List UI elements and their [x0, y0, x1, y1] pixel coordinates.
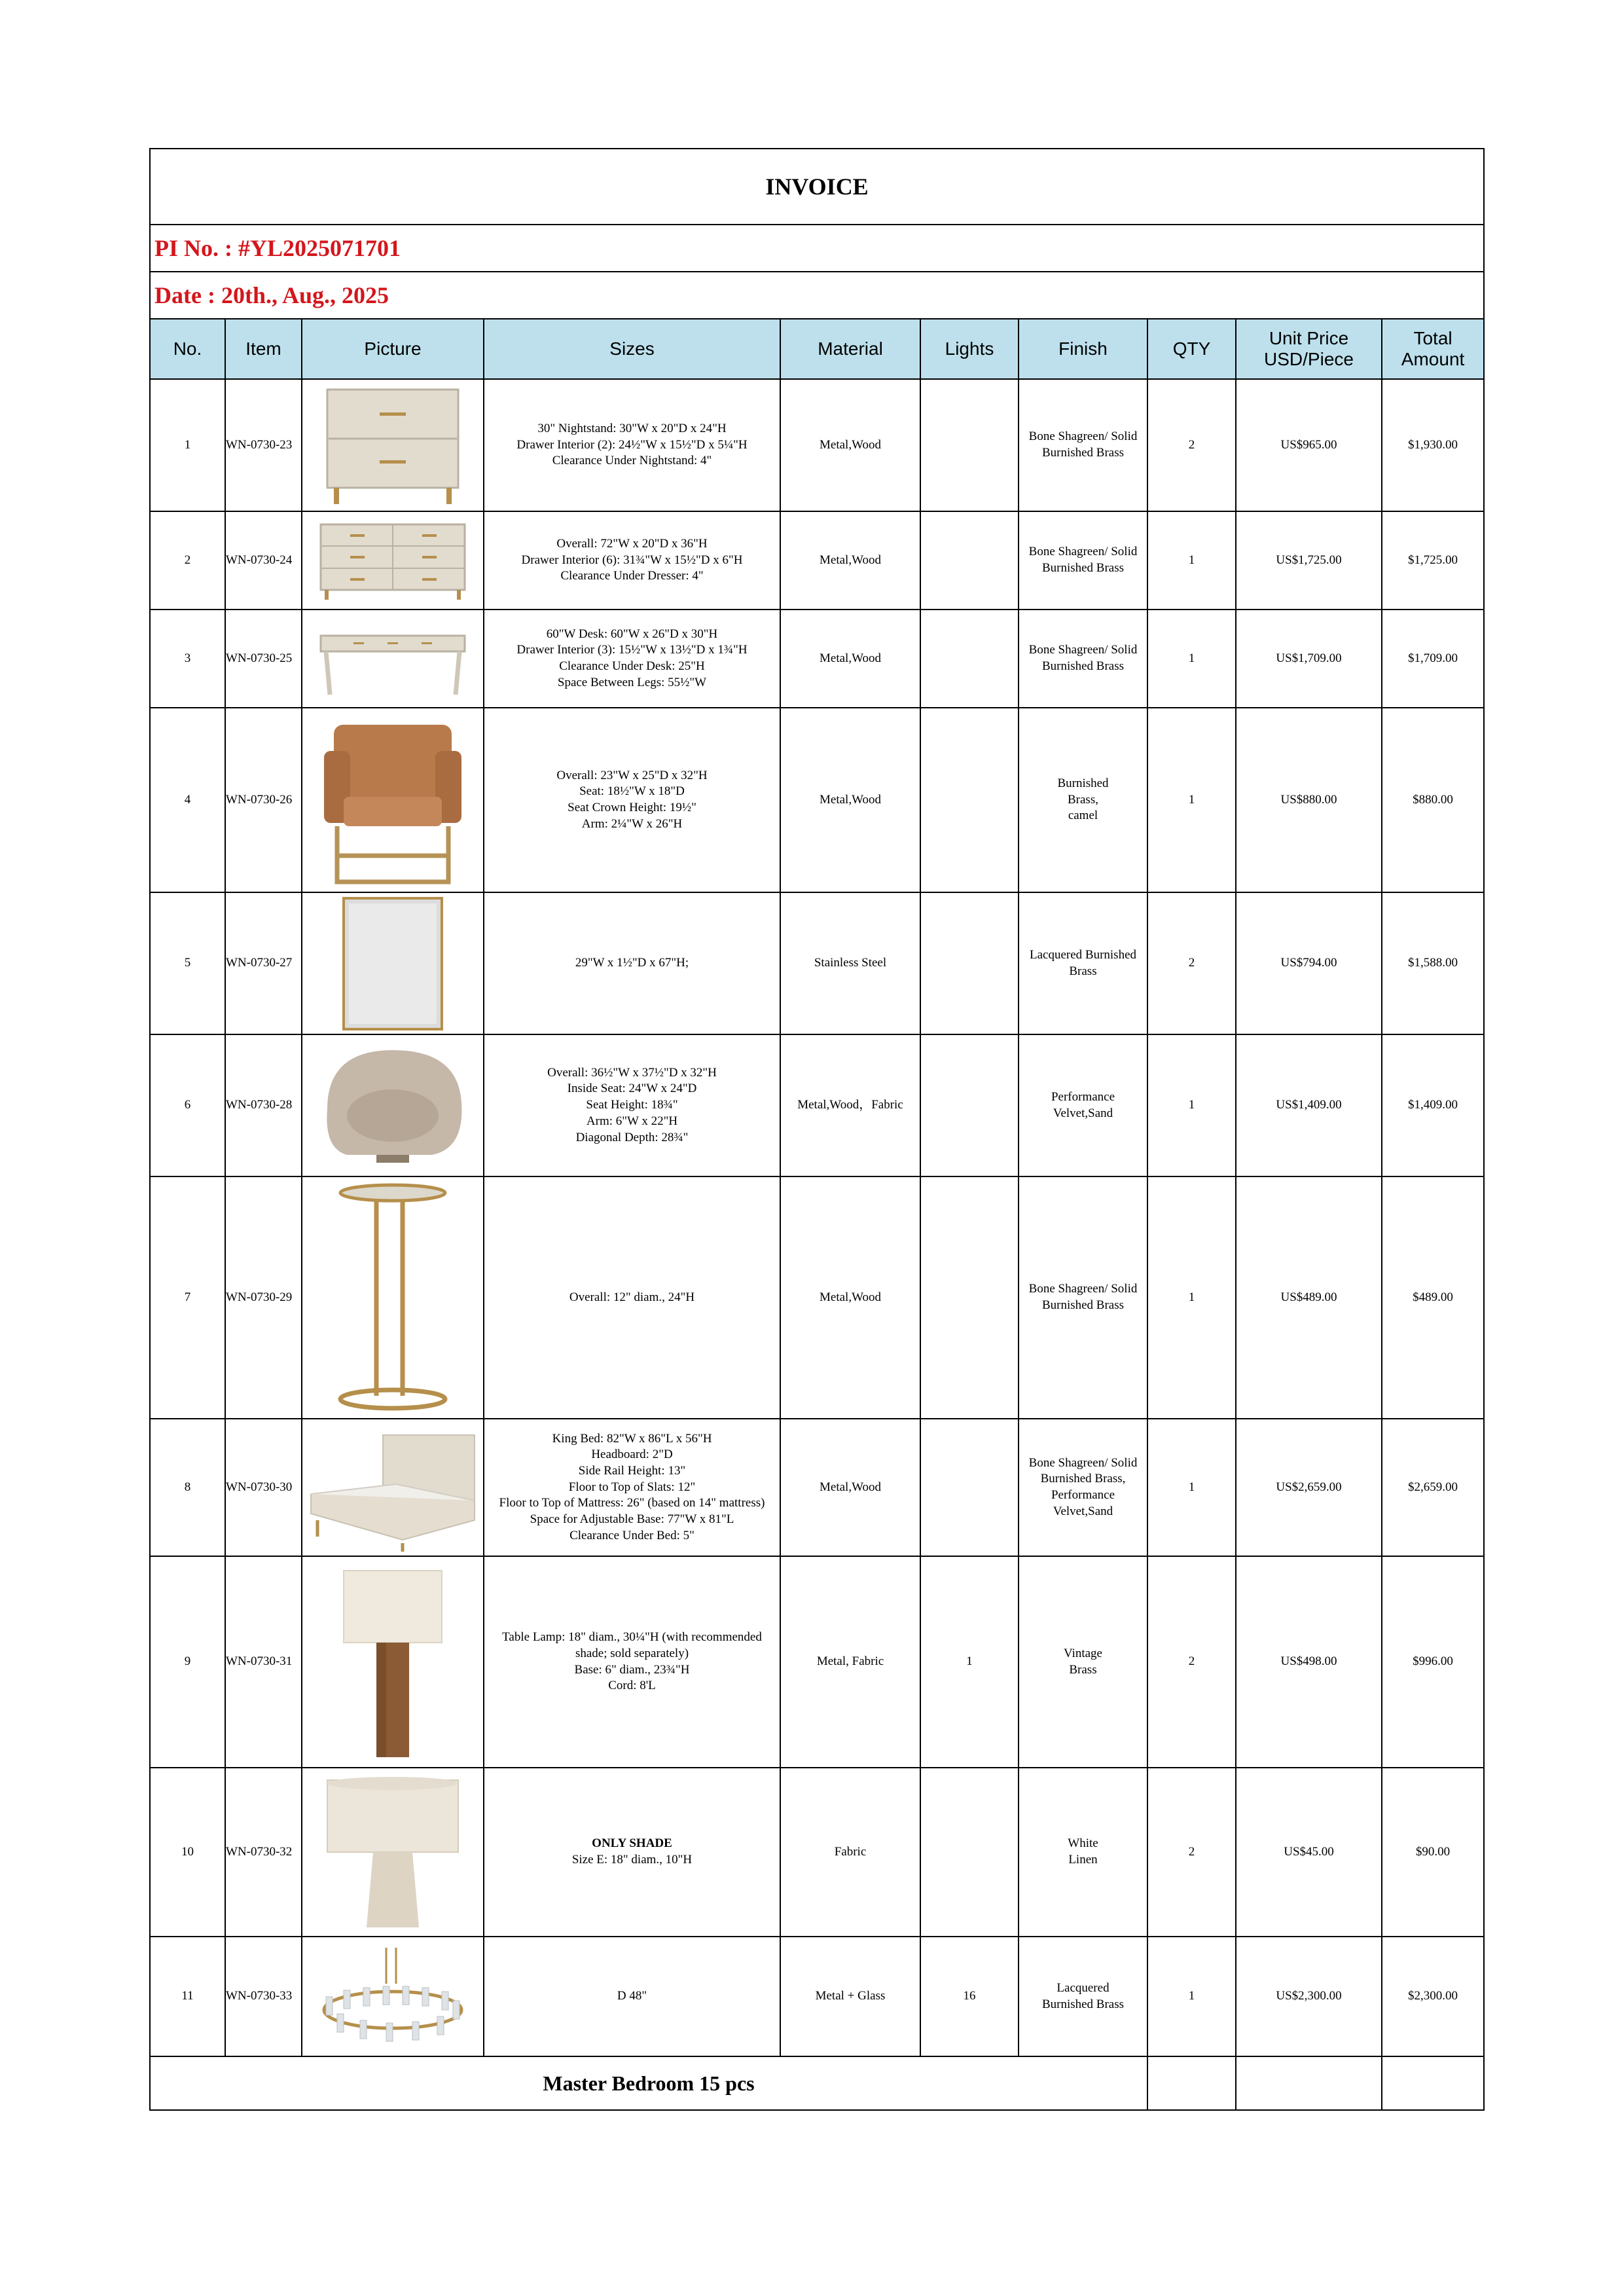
cell-lights [920, 1768, 1019, 1937]
cell-sizes [484, 1768, 780, 1937]
table-row [150, 1768, 1484, 1937]
col-header-no: No. [150, 319, 225, 379]
cell-no: 6 [150, 1034, 225, 1176]
size-line: Overall: 36½"W x 37½"D x 32"H [547, 1065, 717, 1080]
table-row [150, 379, 1484, 511]
size-line: Space for Adjustable Base: 77"W x 81"L [530, 1512, 734, 1527]
col-header-total [1382, 319, 1484, 379]
cell-total: $2,659.00 [1382, 1419, 1484, 1556]
cell-material: Metal,Wood，Fabric [780, 1034, 920, 1176]
table-row [150, 1937, 1484, 2056]
finish-line: Brass [1069, 964, 1097, 978]
cell-no: 9 [150, 1556, 225, 1768]
cell-picture [302, 1419, 484, 1556]
cell-finish [1019, 1176, 1147, 1419]
col-header-item: Item [225, 319, 302, 379]
dresser-image [302, 518, 483, 603]
table-row [150, 511, 1484, 610]
cell-no: 3 [150, 610, 225, 708]
size-line: Floor to Top of Slats: 12" [568, 1480, 696, 1494]
size-line: 60"W Desk: 60"W x 26"D x 30"H [546, 627, 718, 641]
size-line: Arm: 6"W x 22"H [586, 1114, 678, 1128]
invoice-title: INVOICE [150, 149, 1484, 225]
cell-total: $1,930.00 [1382, 379, 1484, 511]
desk-image [302, 616, 483, 701]
cell-no: 8 [150, 1419, 225, 1556]
cell-item-code: WN-0730-32 [225, 1768, 302, 1937]
cell-finish [1019, 708, 1147, 892]
cell-item-code: WN-0730-25 [225, 610, 302, 708]
finish-line: Velvet,Sand [1053, 1106, 1113, 1120]
cell-material: Metal,Wood [780, 511, 920, 610]
size-line: Headboard: 2"D [591, 1448, 673, 1462]
col-header-sizes: Sizes [484, 319, 780, 379]
finish-line: Bone Shagreen/ Solid [1028, 1282, 1138, 1296]
cell-no: 1 [150, 379, 225, 511]
finish-line: Lacquered Burnished [1029, 947, 1137, 962]
size-line: Drawer Interior (2): 24½"W x 15½"D x 5¼"H [516, 437, 748, 452]
cell-material: Metal,Wood [780, 1419, 920, 1556]
cell-unit-price: US$498.00 [1236, 1556, 1382, 1768]
cell-material: Metal, Fabric [780, 1556, 920, 1768]
cell-lights [920, 892, 1019, 1034]
size-line: Seat Crown Height: 19½" [568, 801, 696, 814]
size-line: Drawer Interior (6): 31¾"W x 15½"D x 6"H [521, 553, 743, 567]
cell-no: 7 [150, 1176, 225, 1419]
size-line: Diagonal Depth: 28¾" [575, 1130, 689, 1144]
cell-total: $489.00 [1382, 1176, 1484, 1419]
cell-lights [920, 610, 1019, 708]
table-row [150, 1556, 1484, 1768]
col-header-finish: Finish [1019, 319, 1147, 379]
cell-unit-price: US$45.00 [1236, 1768, 1382, 1937]
size-line: Overall: 23"W x 25"D x 32"H [556, 768, 708, 782]
cell-picture [302, 1556, 484, 1768]
table-row [150, 892, 1484, 1034]
column-header-row [150, 319, 1484, 379]
cell-sizes [484, 1034, 780, 1176]
cell-unit-price: US$489.00 [1236, 1176, 1382, 1419]
finish-line: Brass [1069, 1662, 1097, 1677]
cell-unit-price: US$1,725.00 [1236, 511, 1382, 610]
cell-picture [302, 1937, 484, 2056]
cell-picture [302, 708, 484, 892]
cell-unit-price: US$880.00 [1236, 708, 1382, 892]
cell-qty: 1 [1147, 511, 1236, 610]
cell-finish [1019, 1034, 1147, 1176]
cell-qty: 2 [1147, 892, 1236, 1034]
size-line: Size E: 18" diam., 10"H [571, 1853, 693, 1867]
cell-picture [302, 1034, 484, 1176]
cell-sizes [484, 379, 780, 511]
only-shade-label: ONLY SHADE [592, 1836, 672, 1851]
col-header-unit-price [1236, 319, 1382, 379]
cell-qty: 1 [1147, 1937, 1236, 2056]
size-line: 29"W x 1½"D x 67"H; [575, 956, 689, 970]
cell-total: $1,409.00 [1382, 1034, 1484, 1176]
footer-total-cell [1382, 2056, 1484, 2110]
size-line: Table Lamp: 18" diam., 30¼"H (with recommended [502, 1630, 762, 1645]
cell-material: Metal,Wood [780, 610, 920, 708]
nightstand-image [302, 383, 483, 507]
cell-finish [1019, 379, 1147, 511]
invoice-date: Date : 20th., Aug., 2025 [150, 272, 1484, 319]
cell-unit-price: US$1,709.00 [1236, 610, 1382, 708]
finish-line: White [1068, 1836, 1098, 1851]
cell-qty: 1 [1147, 1034, 1236, 1176]
cell-item-code: WN-0730-23 [225, 379, 302, 511]
finish-line: Performance [1051, 1488, 1115, 1502]
cell-qty: 1 [1147, 1176, 1236, 1419]
cell-no: 2 [150, 511, 225, 610]
total-line-2: Amount [1401, 349, 1465, 369]
cell-qty: 1 [1147, 610, 1236, 708]
finish-line: Burnished Brass, [1040, 1472, 1126, 1486]
cell-material: Metal + Glass [780, 1937, 920, 2056]
mirror-image [302, 895, 483, 1032]
cell-picture [302, 511, 484, 610]
finish-line: Burnished [1057, 776, 1109, 790]
cell-lights [920, 379, 1019, 511]
cell-sizes [484, 511, 780, 610]
finish-line: Burnished Brass [1041, 1997, 1125, 2011]
cell-lights [920, 1176, 1019, 1419]
cell-item-code: WN-0730-26 [225, 708, 302, 892]
unit-price-line-2: USD/Piece [1264, 349, 1354, 369]
chandelier-image [302, 1944, 483, 2049]
finish-line: Bone Shagreen/ Solid [1028, 429, 1138, 444]
cell-sizes [484, 1556, 780, 1768]
cell-picture [302, 892, 484, 1034]
cell-sizes [484, 610, 780, 708]
cell-finish [1019, 1768, 1147, 1937]
finish-line: Lacquered [1056, 1980, 1110, 1995]
cell-item-code: WN-0730-24 [225, 511, 302, 610]
size-line: Space Between Legs: 55½"W [557, 675, 707, 689]
invoice-table [149, 148, 1485, 2111]
cell-total: $1,725.00 [1382, 511, 1484, 610]
cell-picture [302, 379, 484, 511]
cell-finish [1019, 1556, 1147, 1768]
cell-item-code: WN-0730-31 [225, 1556, 302, 1768]
size-line: D 48" [617, 1989, 647, 2003]
size-line: Inside Seat: 24"W x 24"D [567, 1082, 697, 1096]
finish-line: Burnished Brass [1041, 561, 1125, 575]
side-table-image [302, 1180, 483, 1415]
cell-qty: 1 [1147, 708, 1236, 892]
table-row [150, 1176, 1484, 1419]
size-line: Overall: 12" diam., 24"H [569, 1290, 695, 1304]
col-header-qty: QTY [1147, 319, 1236, 379]
total-line-1: Total [1413, 327, 1453, 348]
cell-item-code: WN-0730-28 [225, 1034, 302, 1176]
footer-row [150, 2056, 1484, 2110]
cell-material: Metal,Wood [780, 708, 920, 892]
cell-qty: 2 [1147, 379, 1236, 511]
cell-picture [302, 1176, 484, 1419]
col-header-lights: Lights [920, 319, 1019, 379]
size-line: 30" Nightstand: 30"W x 20"D x 24"H [537, 421, 727, 435]
unit-price-line-1: Unit Price [1269, 327, 1349, 348]
cell-item-code: WN-0730-29 [225, 1176, 302, 1419]
size-line: shade; sold separately) [575, 1646, 689, 1660]
cell-item-code: WN-0730-27 [225, 892, 302, 1034]
finish-line: Burnished Brass [1041, 659, 1125, 673]
col-header-picture: Picture [302, 319, 484, 379]
cell-sizes [484, 1937, 780, 2056]
cell-sizes [484, 708, 780, 892]
size-line: Side Rail Height: 13" [578, 1463, 686, 1478]
size-line: Clearance Under Dresser: 4" [560, 569, 704, 583]
size-line: Clearance Under Nightstand: 4" [552, 454, 712, 468]
cell-unit-price: US$2,300.00 [1236, 1937, 1382, 2056]
cell-finish [1019, 892, 1147, 1034]
cell-total: $1,588.00 [1382, 892, 1484, 1034]
cell-lights [920, 1419, 1019, 1556]
table-row [150, 1419, 1484, 1556]
size-line: Clearance Under Desk: 25"H [559, 659, 705, 673]
cell-qty: 1 [1147, 1419, 1236, 1556]
cell-no: 10 [150, 1768, 225, 1937]
finish-line: Performance [1051, 1089, 1115, 1104]
cell-unit-price: US$965.00 [1236, 379, 1382, 511]
cell-lights [920, 708, 1019, 892]
cell-item-code: WN-0730-33 [225, 1937, 302, 2056]
cell-material: Stainless Steel [780, 892, 920, 1034]
size-line: Floor to Top of Mattress: 26" (based on 14" mattress) [499, 1496, 765, 1510]
cell-picture [302, 1768, 484, 1937]
bed-image [302, 1422, 483, 1553]
cell-total: $1,709.00 [1382, 610, 1484, 708]
cell-lights [920, 1034, 1019, 1176]
cell-material: Metal,Wood [780, 1176, 920, 1419]
size-line: Seat: 18½"W x 18"D [579, 784, 685, 799]
item-rows [150, 379, 1484, 2056]
cell-no: 4 [150, 708, 225, 892]
cell-material: Metal,Wood [780, 379, 920, 511]
size-line: King Bed: 82"W x 86"L x 56"H [552, 1431, 712, 1446]
finish-line: Burnished Brass [1041, 446, 1125, 460]
cell-item-code: WN-0730-30 [225, 1419, 302, 1556]
finish-line: camel [1068, 809, 1098, 823]
cell-finish [1019, 511, 1147, 610]
size-line: Drawer Interior (3): 15½"W x 13½"D x 1¾"H [516, 643, 748, 657]
size-line: Clearance Under Bed: 5" [569, 1528, 695, 1542]
armchair-image [302, 712, 483, 888]
size-line: Cord: 8'L [608, 1679, 656, 1693]
cell-unit-price: US$1,409.00 [1236, 1034, 1382, 1176]
table-row [150, 610, 1484, 708]
cell-lights: 1 [920, 1556, 1019, 1768]
finish-line: Velvet,Sand [1053, 1504, 1113, 1518]
cell-sizes [484, 1176, 780, 1419]
cell-lights [920, 511, 1019, 610]
cell-no: 11 [150, 1937, 225, 2056]
table-row [150, 1034, 1484, 1176]
finish-line: Vintage [1063, 1646, 1102, 1660]
cell-qty: 2 [1147, 1556, 1236, 1768]
finish-line: Brass, [1068, 792, 1098, 807]
size-line: Arm: 2¼"W x 26"H [581, 816, 683, 831]
cell-total: $90.00 [1382, 1768, 1484, 1937]
cell-qty: 2 [1147, 1768, 1236, 1937]
finish-line: Bone Shagreen/ Solid [1028, 1455, 1138, 1470]
cell-sizes [484, 1419, 780, 1556]
cell-lights: 16 [920, 1937, 1019, 2056]
footer-unit-cell [1236, 2056, 1382, 2110]
cell-no: 5 [150, 892, 225, 1034]
pi-number: PI No. : #YL2025071701 [150, 225, 1484, 272]
cell-total: $996.00 [1382, 1556, 1484, 1768]
cell-finish [1019, 1937, 1147, 2056]
finish-line: Bone Shagreen/ Solid [1028, 643, 1138, 657]
finish-line: Burnished Brass [1041, 1298, 1125, 1312]
cell-finish [1019, 610, 1147, 708]
finish-line: Bone Shagreen/ Solid [1028, 545, 1138, 559]
swivel-chair-image [302, 1037, 483, 1175]
size-line: Overall: 72"W x 20"D x 36"H [556, 536, 708, 551]
finish-line: Linen [1068, 1853, 1098, 1867]
footer-qty-cell [1147, 2056, 1236, 2110]
table-lamp-image [302, 1561, 483, 1764]
cell-unit-price: US$794.00 [1236, 892, 1382, 1034]
lamp-shade-image [302, 1770, 483, 1934]
cell-total: $880.00 [1382, 708, 1484, 892]
cell-finish [1019, 1419, 1147, 1556]
cell-sizes [484, 892, 780, 1034]
table-row [150, 708, 1484, 892]
cell-total: $2,300.00 [1382, 1937, 1484, 2056]
cell-unit-price: US$2,659.00 [1236, 1419, 1382, 1556]
footer-summary: Master Bedroom 15 pcs [150, 2056, 1147, 2110]
size-line: Seat Height: 18¾" [586, 1098, 678, 1112]
cell-picture [302, 610, 484, 708]
cell-material: Fabric [780, 1768, 920, 1937]
col-header-material: Material [780, 319, 920, 379]
size-line: Base: 6" diam., 23¾"H [574, 1662, 690, 1677]
